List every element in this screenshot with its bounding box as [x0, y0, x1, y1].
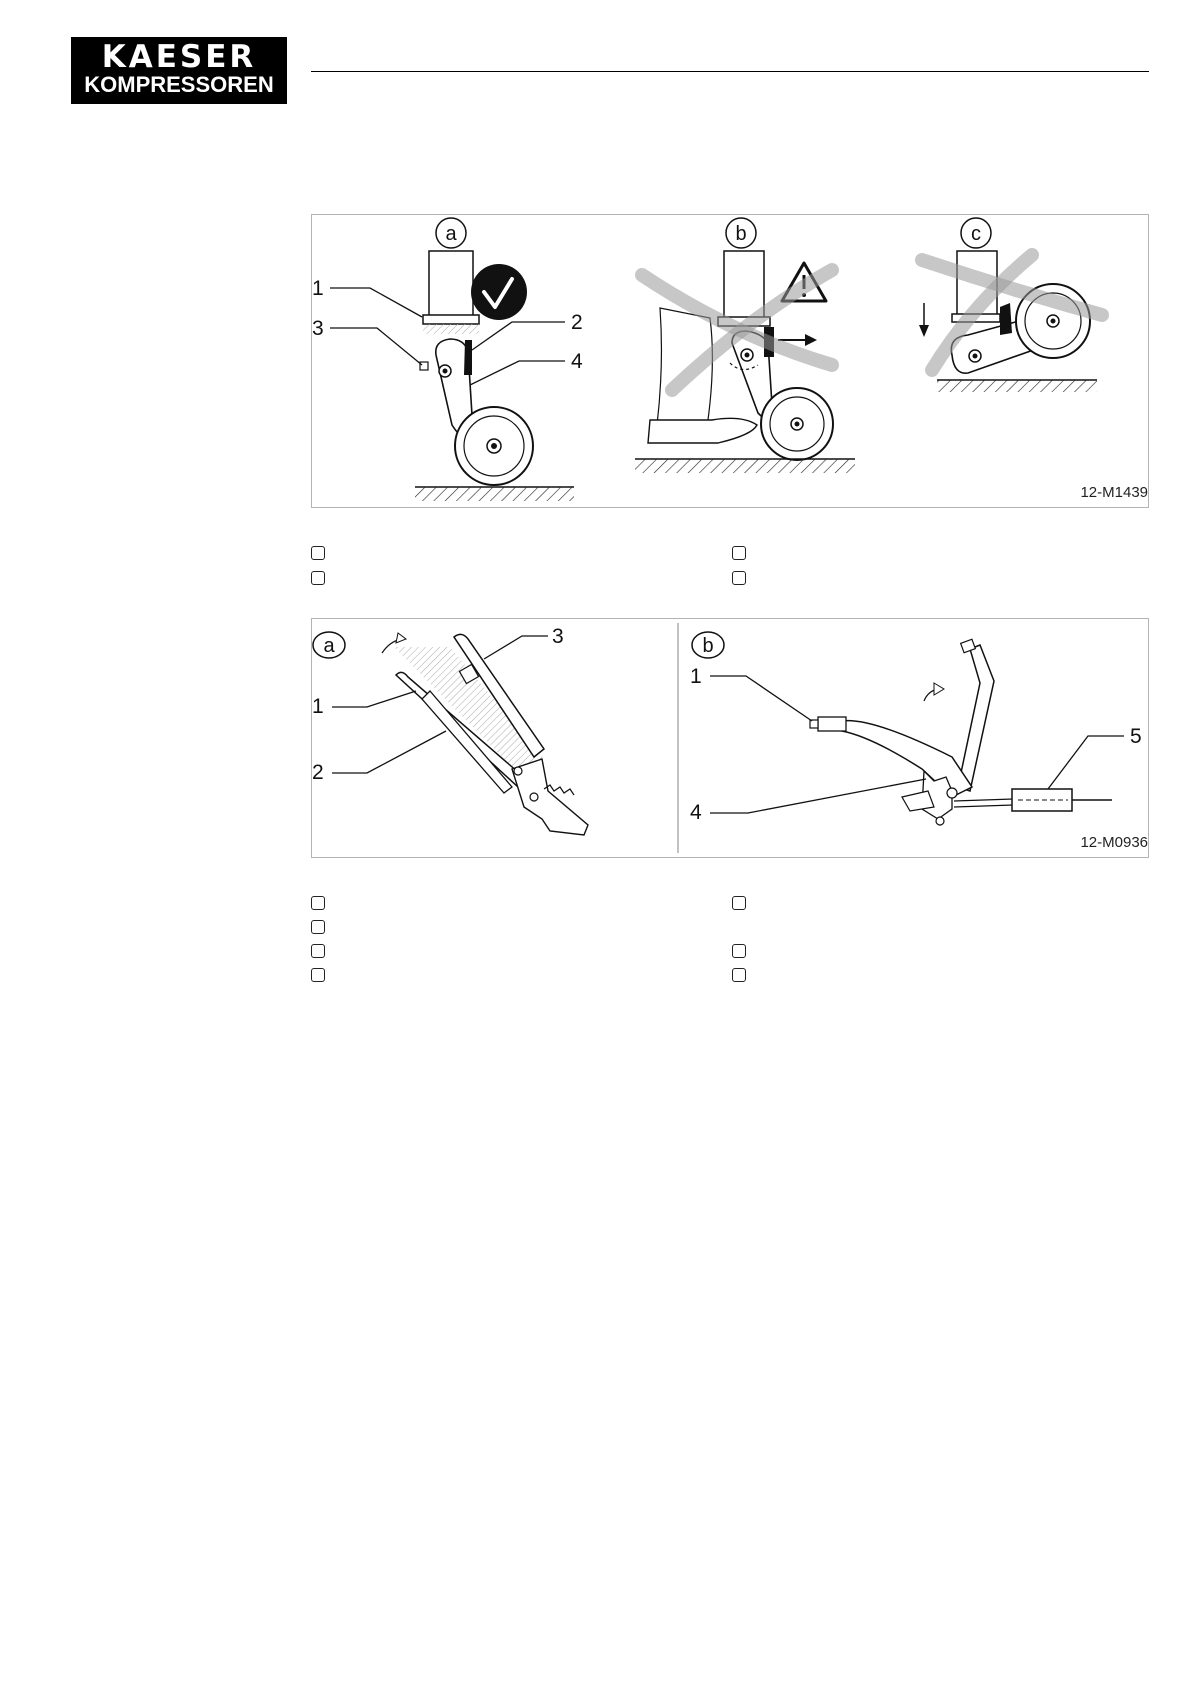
figure-jockey-wheel [311, 214, 1149, 508]
callout-b-4: 4 [690, 801, 702, 824]
panel-c-label: c [971, 223, 981, 245]
checkbox[interactable] [311, 896, 325, 910]
panel-a-label: a [445, 223, 457, 245]
header-rule [311, 71, 1149, 72]
callout-b-5: 5 [1130, 725, 1142, 748]
figure-handbrake [311, 618, 1149, 858]
checkbox[interactable] [732, 944, 746, 958]
callout-b-1: 1 [690, 665, 702, 688]
panel-b [635, 218, 855, 473]
callout-1: 1 [312, 695, 324, 718]
figure2-id: 12-M0936 [1080, 834, 1148, 851]
panel-a [312, 218, 583, 501]
checkbox[interactable] [732, 896, 746, 910]
jockey-wheel-drawing [312, 215, 1150, 509]
checkbox[interactable] [311, 944, 325, 958]
callout-3: 3 [312, 317, 324, 340]
callout-4: 4 [571, 350, 583, 373]
checkbox[interactable] [311, 968, 325, 982]
callout-2: 2 [571, 311, 583, 334]
logo-line1: KAESER [101, 39, 257, 75]
checkbox[interactable] [732, 571, 746, 585]
callout-2: 2 [312, 761, 324, 784]
checkbox[interactable] [311, 546, 325, 560]
handbrake-panel-a [312, 625, 588, 835]
handbrake-panel-b [690, 632, 1142, 825]
callout-3: 3 [552, 625, 564, 648]
checkbox[interactable] [311, 920, 325, 934]
figure1-id: 12-M1439 [1080, 484, 1148, 501]
panel-b-label: b [735, 223, 747, 245]
panel-b-label: b [702, 635, 714, 657]
checkbox[interactable] [311, 571, 325, 585]
callout-1: 1 [312, 277, 324, 300]
panel-a-label: a [323, 635, 335, 657]
logo-line2: KOMPRESSOREN [84, 72, 274, 97]
panel-c [919, 218, 1102, 392]
checkbox[interactable] [732, 968, 746, 982]
handbrake-drawing [312, 619, 1150, 859]
checkbox[interactable] [732, 546, 746, 560]
kaeser-logo [71, 37, 287, 104]
